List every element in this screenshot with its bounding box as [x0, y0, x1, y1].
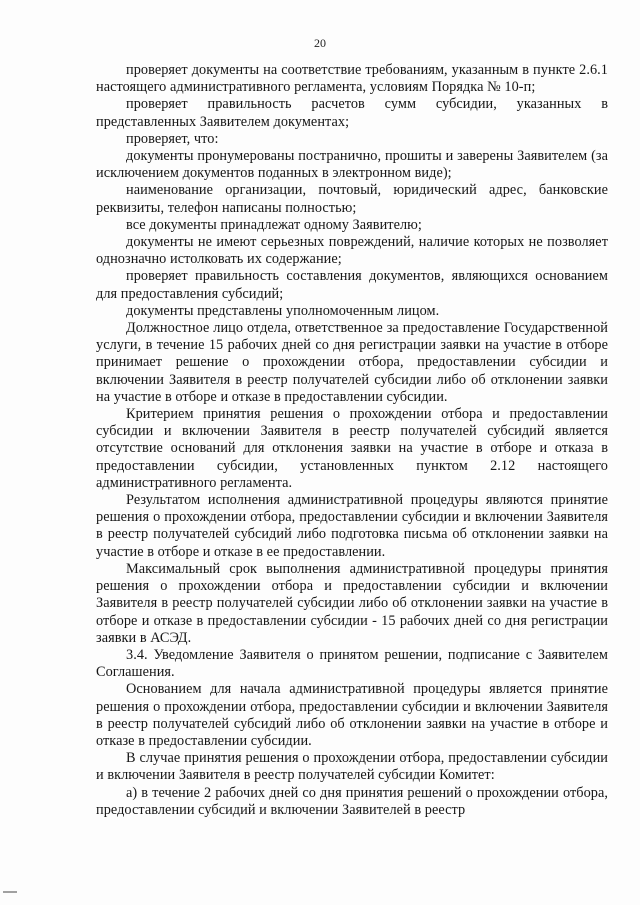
paragraph: В случае принятия решения о прохождении отбора, предоставлении субсидии и включении Заявителя в реестр получателей субсидии Комитет: — [96, 750, 608, 784]
paragraph: наименование организации, почтовый, юридический адрес, банковские реквизиты, телефон написаны полностью; — [96, 182, 608, 216]
paragraph: Критерием принятия решения о прохождении отбора и предоставлении субсидии и включении Заявителя в реестр получателей субсидий является отсутствие оснований для отклонения заявки на участие в отборе и отказа в предоставлении субсидии, установленных пунктом 2.12 настоящего административного регламента. — [96, 406, 608, 491]
paragraph: проверяет, что: — [126, 130, 219, 147]
paragraph: проверяет правильность расчетов сумм субсидии, указанных в представленных Заявителем документах; — [96, 96, 608, 130]
paragraph: Основанием для начала административной процедуры является принятие решения о прохождении отбора, предоставлении субсидии и включении Заявителя в реестр получателей субсидий либо об отклонении заявки на участие в отборе и отказе в предоставлении субсидии. — [96, 681, 608, 749]
paragraph: документы пронумерованы постранично, прошиты и заверены Заявителем (за исключением документов поданных в электронном виде); — [96, 148, 608, 182]
paragraph: проверяет правильность составления документов, являющихся основанием для предоставления субсидий; — [96, 268, 608, 302]
section-heading: 3.4. Уведомление Заявителя о принятом решении, подписание с Заявителем Соглашения. — [96, 646, 608, 681]
paragraph: Должностное лицо отдела, ответственное за предоставление Государственной услуги, в течение 15 рабочих дней со дня регистрации заявки на участие в отборе принимает решение о прохождении отбора, предоставлении субсидии и включении Заявителя в реестр получателей субсидии либо об отклонении заявки на участие в отборе и отказе в предоставлении субсидии. — [96, 320, 608, 405]
paragraph: проверяет документы на соответствие требованиям, указанным в пункте 2.6.1 настоящего административного регламента, условиям Порядка № 10-п; — [96, 62, 608, 96]
paragraph: все документы принадлежат одному Заявителю; — [126, 216, 422, 233]
paragraph: документы представлены уполномоченным лицом. — [126, 302, 440, 319]
scan-artifact — [3, 891, 17, 893]
page-number: 20 — [314, 36, 326, 50]
paragraph: Результатом исполнения административной процедуры являются принятие решения о прохождении отбора, предоставлении субсидии и включении Заявителя в реестр получателей субсидий либо подготовка письма об отклонении заявки на участие в отборе и отказе в ее предоставлении. — [96, 492, 608, 560]
paragraph: документы не имеют серьезных повреждений, наличие которых не позволяет однозначно истолковать их содержание; — [96, 234, 608, 268]
paragraph: а) в течение 2 рабочих дней со дня принятия решений о прохождении отбора, предоставлении субсидий и включении Заявителей в реестр — [96, 784, 608, 818]
paragraph: Максимальный срок выполнения административной процедуры принятия решения о прохождении отбора и предоставлении субсидии и включении Заявителя в реестр получателей субсидии либо об отклонении заявки на участие в отборе и отказе в предоставлении субсидии - 15 рабочих дней со дня регистрации заявки в АСЭД. — [96, 560, 608, 646]
document-body — [96, 62, 608, 819]
